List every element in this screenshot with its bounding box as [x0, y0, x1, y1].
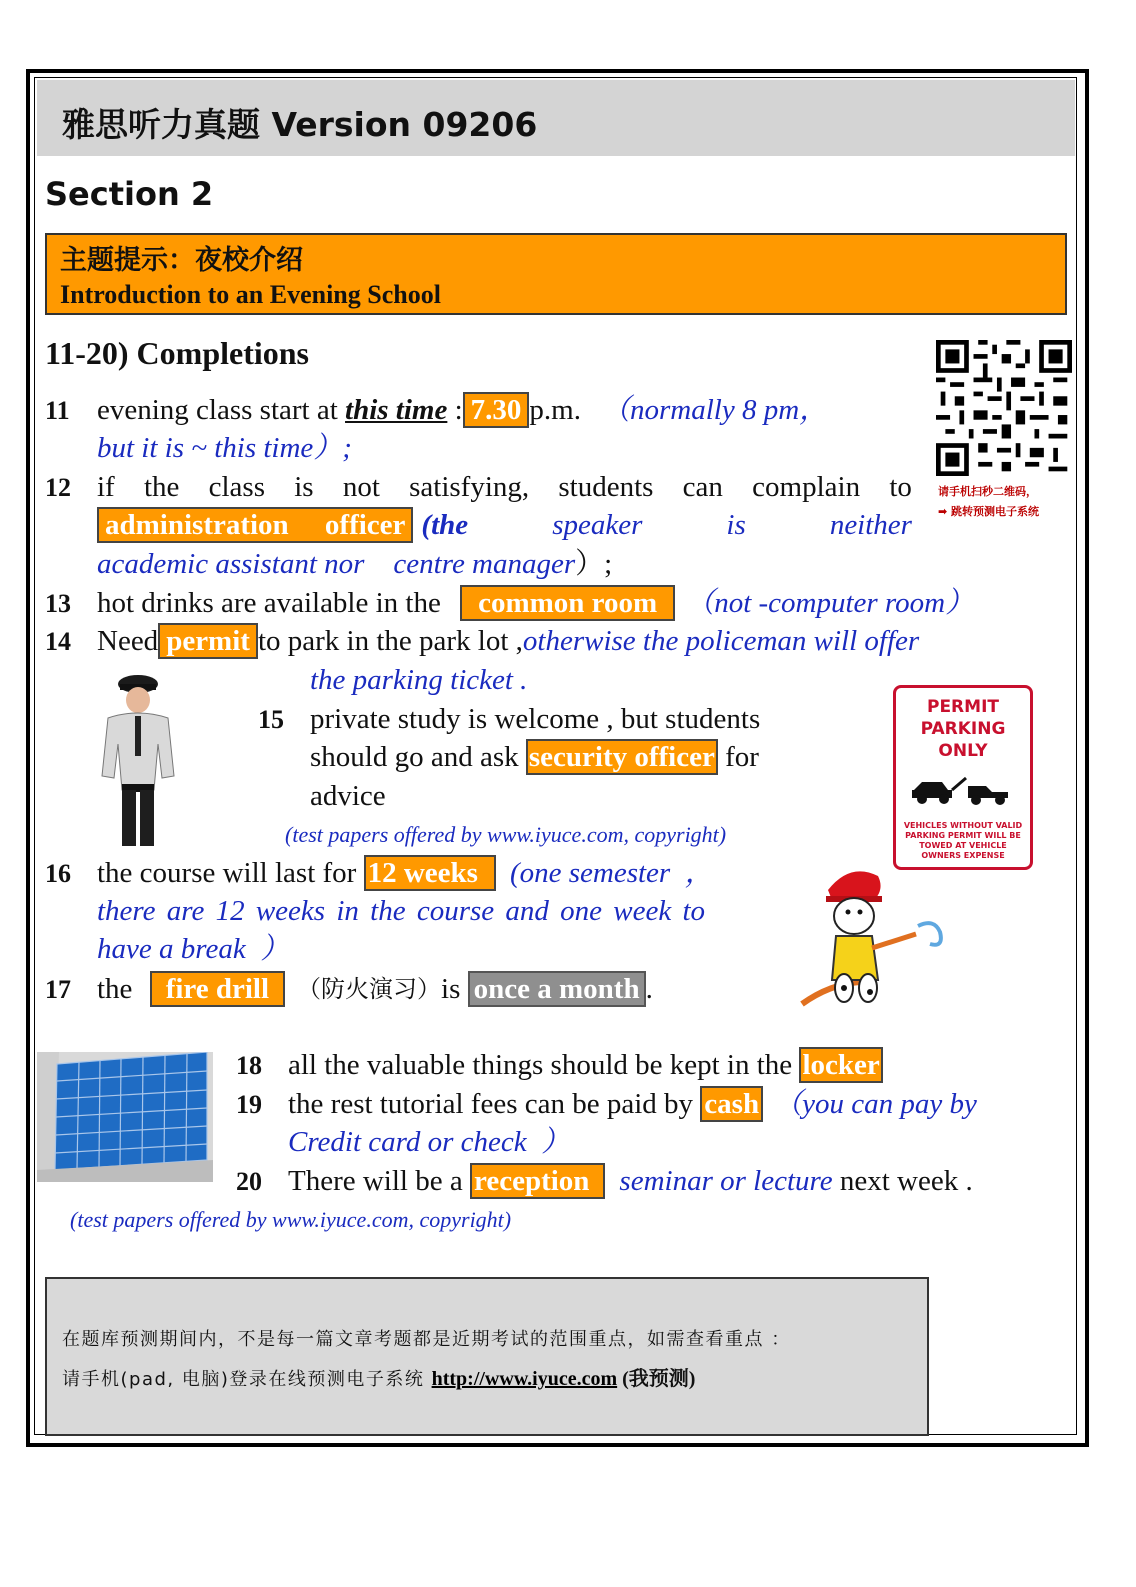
q19-note: Credit card or check ）	[288, 1126, 571, 1158]
questions-heading: 11-20) Completions	[45, 335, 309, 371]
q16-note-2: there are 12 weeks in the course and one week to	[97, 895, 706, 927]
q17-line: the fire drill （防火演习） is once a month .	[97, 973, 653, 1005]
q12-line-2: administration officer (the speaker is neither	[97, 506, 912, 544]
page-title: 雅思听力真题 Version 09206	[62, 105, 538, 144]
q12-number: 12	[45, 473, 71, 502]
q17-number: 17	[45, 975, 71, 1004]
copyright-credit-1: (test papers offered by www.iyuce.com, copyright)	[285, 822, 727, 847]
lockers-image	[37, 1052, 213, 1182]
q16-line: the course will last for 12 weeks (one semester ，	[97, 857, 714, 889]
q11-number: 11	[45, 396, 70, 425]
footer-note-line-1: 在题库预测期间内，不是每一篇文章考题都是近期考试的范围重点，如需查看重点 ：	[62, 1329, 791, 1350]
topic-cn: 主题提示：夜校介绍	[60, 245, 303, 276]
topic-en: Introduction to an Evening School	[60, 280, 441, 309]
q15-number: 15	[258, 705, 284, 734]
q15-line-2: should go and ask security officer for	[310, 741, 759, 773]
answer-14: permit	[158, 623, 258, 659]
answer-17-frequency: once a month	[468, 971, 646, 1007]
q13-line: hot drinks are available in the common room （not -computer room）	[97, 587, 975, 619]
footer-note-box	[45, 1277, 929, 1436]
q15-line-1: private study is welcome , but students	[310, 703, 761, 735]
tow-truck-icon	[908, 768, 1018, 808]
q19-line: the rest tutorial fees can be paid by cash （you can pay by	[288, 1088, 977, 1120]
arrow-right-icon: ➡	[938, 505, 952, 518]
qr-caption-2: ➡ 跳转预测电子系统	[938, 505, 1040, 518]
q12-line-1: if the class is not satisfying, students can complain to	[97, 471, 912, 503]
answer-20: reception	[470, 1163, 605, 1199]
q15-line-3: advice	[310, 780, 386, 812]
iyuce-link[interactable]: http://www.iyuce.com	[431, 1368, 618, 1390]
q20-line: There will be a reception seminar or lecture next week .	[288, 1165, 973, 1197]
q19-number: 19	[236, 1090, 262, 1119]
answer-18: locker	[799, 1047, 882, 1083]
q14-line: Need permit to park in the park lot ,otherwise the policeman will offer	[97, 625, 920, 657]
copyright-credit-2: (test papers offered by www.iyuce.com, copyright)	[70, 1207, 512, 1232]
firefighter-dog-image	[800, 858, 955, 1008]
qr-caption-1: 请手机扫秒二维码，	[938, 485, 1037, 498]
answer-13: common room	[460, 585, 675, 621]
answer-11: 7.30	[463, 392, 530, 428]
answer-15: security officer	[526, 739, 718, 775]
policeman-image	[88, 672, 188, 848]
footer-note-line-2: 请手机(pad, 电脑)登录在线预测电子系统 http://www.iyuce.com (我预测)	[62, 1368, 696, 1390]
answer-17: fire drill	[150, 971, 285, 1007]
q18-number: 18	[236, 1051, 262, 1080]
section-title: Section 2	[45, 175, 214, 213]
q18-line: all the valuable things should be kept in the locker	[288, 1046, 883, 1084]
answer-16: 12 weeks	[364, 855, 496, 891]
q12-line-3: academic assistant nor centre manager）;	[97, 548, 613, 580]
q20-number: 20	[236, 1167, 262, 1196]
answer-12: administration officer	[97, 507, 413, 543]
q16-note-3: have a break ）	[97, 933, 290, 965]
q11-line: evening class start at this time : 7.30 p.m. （normally 8 pm，	[97, 394, 829, 426]
q13-number: 13	[45, 589, 71, 618]
answer-19: cash	[700, 1086, 763, 1122]
q16-number: 16	[45, 859, 71, 888]
q14-number: 14	[45, 627, 71, 656]
qr-code-icon	[936, 340, 1072, 476]
q14-note: the parking ticket .	[310, 664, 528, 696]
permit-parking-sign: PERMIT PARKING ONLY VEHICLES WITHOUT VALID PARKING PERMIT WILL BE TOWED AT VEHICLE OWNERS EXPENSE	[893, 685, 1033, 870]
q11-note: but it is ~ this time）;	[97, 432, 352, 464]
